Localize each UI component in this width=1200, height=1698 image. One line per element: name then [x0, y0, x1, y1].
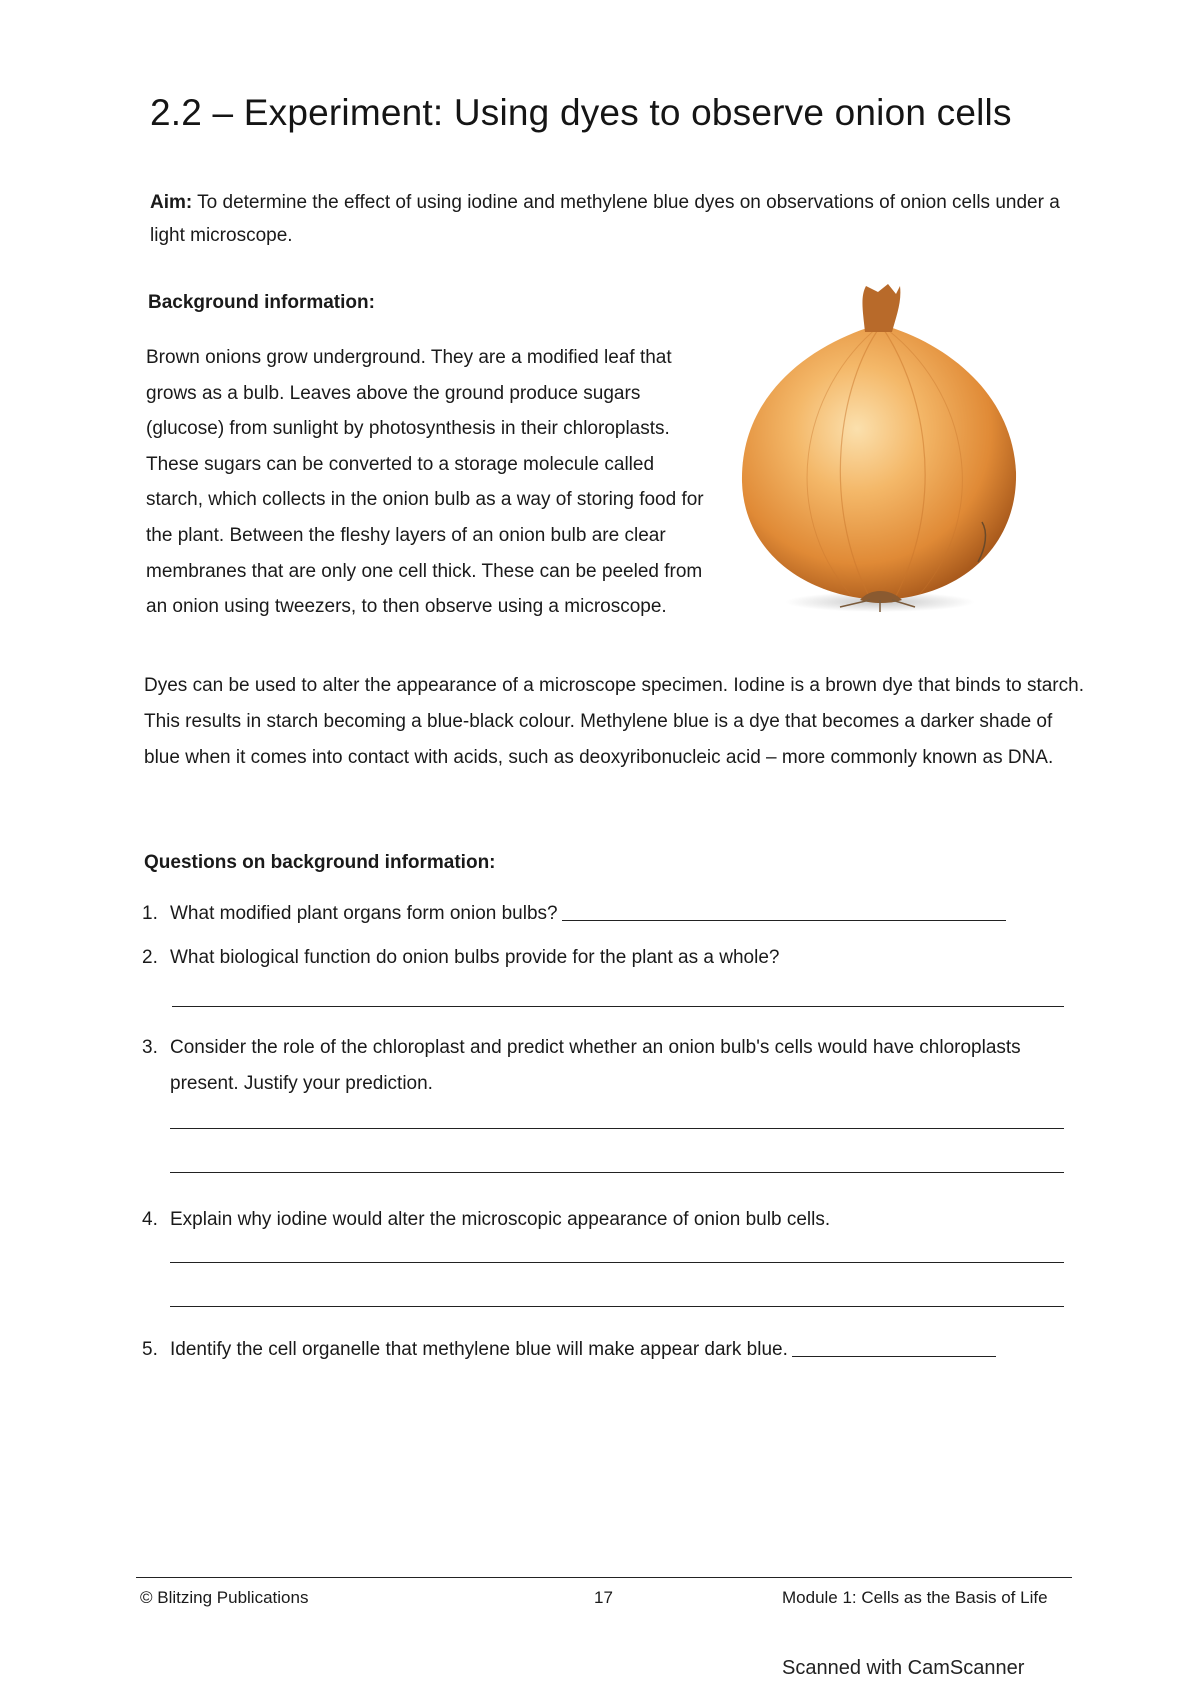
background-paragraph: Brown onions grow underground. They are a modified leaf that grows as a bulb. Leaves above the ground produce sugars (glucose) from sunlight by photosynthesis in their chloroplasts. These sugars can be converted to a storage molecule called starch, which collects in the onion bulb as a way of storing food for the plant. Between the fleshy layers of an onion bulb are clear membranes that are only one cell thick. These can be peeled from an onion using tweezers, to then observe using a microscope. [146, 347, 704, 618]
answer-line[interactable] [172, 1006, 1064, 1007]
question-number: 4. [142, 1209, 158, 1230]
answer-line[interactable] [792, 1332, 996, 1357]
question-number: 1. [142, 903, 158, 924]
questions-heading: Questions on background information: [144, 852, 496, 873]
answer-line[interactable] [170, 1172, 1064, 1173]
question-5 [142, 1332, 996, 1368]
question-text: What modified plant organs form onion bulbs? [170, 903, 558, 924]
background-heading: Background information: [148, 292, 375, 313]
question-4 [142, 1202, 830, 1238]
aim-label: Aim: [150, 192, 193, 213]
question-text: What biological function do onion bulbs provide for the plant as a whole? [170, 947, 780, 968]
question-3 [142, 1030, 1072, 1102]
dyes-paragraph: Dyes can be used to alter the appearance of a microscope specimen. Iodine is a brown dye that binds to starch. This results in starch becoming a blue-black colour. Methylene blue is a dye that becomes a darker shade of blue when it comes into contact with acids, such as deoxyribonucleic acid – more commonly known as DNA. [144, 675, 1084, 768]
answer-line[interactable] [170, 1262, 1064, 1263]
onion-illustration [720, 282, 1040, 632]
aim-text: To determine the effect of using iodine and methylene blue dyes on observations of onion cells under a light microscope. [150, 192, 1060, 246]
footer-module: Module 1: Cells as the Basis of Life [782, 1588, 1048, 1607]
onion-image [720, 282, 1040, 632]
footer-page-number: 17 [594, 1588, 613, 1607]
footer-publisher: © Blitzing Publications [140, 1588, 309, 1607]
question-text: Explain why iodine would alter the microscopic appearance of onion bulb cells. [170, 1209, 831, 1230]
answer-line[interactable] [562, 896, 1006, 921]
answer-line[interactable] [170, 1306, 1064, 1307]
aim-statement [150, 186, 1080, 252]
scan-watermark: Scanned with CamScanner [782, 1657, 1025, 1679]
answer-line[interactable] [170, 1128, 1064, 1129]
question-1 [142, 896, 1006, 932]
footer-divider [136, 1577, 1072, 1578]
question-2 [142, 940, 779, 976]
question-number: 5. [142, 1339, 158, 1360]
question-text: Identify the cell organelle that methylene blue will make appear dark blue. [170, 1339, 788, 1360]
question-number: 2. [142, 947, 158, 968]
question-text: Consider the role of the chloroplast and predict whether an onion bulb's cells would have chloroplasts present. Justify your prediction. [170, 1037, 1021, 1094]
question-number: 3. [142, 1037, 158, 1058]
page-title: 2.2 – Experiment: Using dyes to observe onion cells [150, 92, 1012, 133]
